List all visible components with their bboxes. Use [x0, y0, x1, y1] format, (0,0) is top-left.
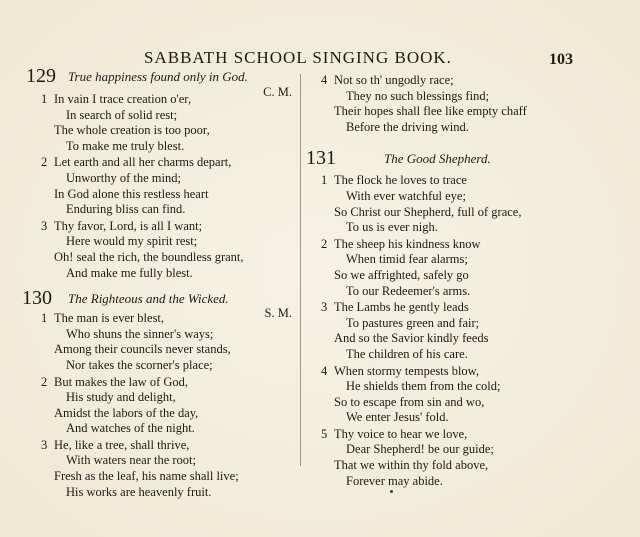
verse-line: [26, 375, 298, 391]
stanza-number: 3: [321, 300, 328, 315]
stanza-number: 1: [321, 173, 328, 188]
hymn-title: True happiness found only in God.: [68, 69, 248, 84]
stanza-number: 4: [321, 73, 328, 87]
hymn-title: The Righteous and the Wicked.: [68, 291, 229, 307]
verse-line: [306, 89, 586, 105]
verse-line: [26, 327, 298, 343]
page-number: 103: [549, 51, 573, 68]
verse-line: [306, 316, 586, 332]
hymn-number: 131: [306, 147, 336, 170]
verse-text: Dear Shepherd! be our guide;: [346, 442, 494, 457]
hymn-meter: S. M.: [264, 306, 292, 321]
stanza: [26, 219, 298, 281]
verse-text: To pastures green and fair;: [346, 315, 480, 330]
verse-line: [26, 390, 298, 406]
verse-line: [26, 92, 298, 108]
verse-line: [306, 284, 586, 300]
verse-text: Before the driving wind.: [346, 119, 469, 134]
verse-line: [306, 104, 586, 120]
verse-text: So Christ our Shepherd, full of grace,: [334, 204, 522, 219]
verse-text: Amidst the labors of the day,: [54, 405, 199, 420]
stanza: [306, 73, 586, 135]
verse-line: [26, 342, 298, 358]
verse-text: Here would my spirit rest;: [66, 234, 198, 249]
verse-text: With ever watchful eye;: [346, 188, 466, 203]
verse-text: And so the Savior kindly feeds: [334, 331, 489, 346]
verse-text: With waters near the root;: [66, 453, 197, 468]
verse-text: Nor takes the scorner's place;: [66, 357, 213, 372]
stanza: [306, 364, 586, 426]
verse-line: [306, 427, 586, 443]
verse-line: [26, 421, 298, 437]
running-header: SABBATH SCHOOL SINGING BOOK.: [144, 48, 452, 67]
verse-line: [26, 139, 298, 155]
verse-line: [306, 268, 586, 284]
verse-text: Fresh as the leaf, his name shall live;: [54, 469, 239, 484]
verse-line: [26, 187, 298, 203]
verse-text: And watches of the night.: [66, 421, 195, 436]
verse-text: We enter Jesus' fold.: [346, 410, 449, 425]
hymn-131: [306, 148, 586, 489]
stanza-number: 1: [41, 92, 48, 106]
verse-text: The sheep his kindness know: [334, 236, 481, 251]
verse-line: [26, 250, 298, 266]
verse-text: To our Redeemer's arms.: [346, 283, 471, 298]
continued-stanza: [306, 73, 586, 135]
verse-text: Oh! seal the rich, the boundless grant,: [54, 249, 244, 264]
verse-line: [26, 266, 298, 282]
stanza: [306, 237, 586, 299]
hymn-title: The Good Shepherd.: [384, 151, 491, 167]
hymn-129: [26, 66, 298, 281]
verse-text: In God alone this restless heart: [54, 186, 209, 201]
verse-line: [306, 73, 586, 89]
verse-text: But makes the law of God,: [54, 374, 189, 389]
verse-line: [26, 108, 298, 124]
stanza-list: [26, 92, 298, 281]
verse-line: [26, 469, 298, 485]
verse-text: In vain I trace creation o'er,: [54, 92, 192, 106]
stanza: [26, 311, 298, 373]
verse-line: [306, 442, 586, 458]
verse-line: [26, 406, 298, 422]
verse-text: To make me truly blest.: [66, 138, 185, 153]
verse-text: The flock he loves to trace: [334, 173, 467, 188]
verse-line: [306, 410, 586, 426]
verse-text: He, like a tree, shall thrive,: [54, 437, 190, 452]
hymn-meter: C. M.: [263, 85, 292, 99]
verse-line: [306, 120, 586, 136]
stanza-list: [306, 173, 586, 489]
hymn-130: [22, 287, 298, 500]
verse-line: [306, 237, 586, 253]
hymn-number: 129: [26, 65, 56, 87]
verse-line: [306, 474, 586, 490]
verse-text: When stormy tempests blow,: [334, 363, 480, 378]
verse-line: [26, 202, 298, 218]
stanza-number: 2: [41, 155, 48, 170]
verse-line: [306, 347, 586, 363]
stanza-number: 5: [321, 426, 328, 441]
verse-text: And make me fully blest.: [66, 265, 193, 280]
verse-line: [306, 220, 586, 236]
stanza: [306, 427, 586, 489]
verse-line: [26, 234, 298, 250]
stanza: [26, 375, 298, 437]
stanza: [26, 155, 298, 217]
verse-line: [26, 485, 298, 501]
verse-line: [306, 300, 586, 316]
verse-text: They no such blessings find;: [346, 88, 490, 103]
verse-line: [26, 438, 298, 454]
verse-line: [306, 252, 586, 268]
printer-mark: [390, 490, 393, 493]
stanza-number: 1: [41, 311, 48, 326]
verse-text: The children of his care.: [346, 346, 468, 361]
stanza-number: 2: [321, 236, 328, 251]
verse-line: [306, 364, 586, 380]
verse-line: [306, 395, 586, 411]
verse-line: [26, 155, 298, 171]
verse-text: So we affrighted, safely go: [334, 267, 469, 282]
verse-line: [306, 205, 586, 221]
verse-text: Not so th' ungodly race;: [334, 73, 454, 87]
right-column: [306, 73, 586, 490]
stanza: [306, 173, 586, 235]
column-divider: [300, 74, 301, 466]
verse-text: Their hopes shall flee like empty chaff: [334, 104, 527, 119]
verse-text: Who shuns the sinner's ways;: [66, 326, 214, 341]
verse-text: The man is ever blest,: [54, 311, 165, 326]
verse-text: Among their councils never stands,: [54, 342, 231, 357]
verse-text: The whole creation is too poor,: [54, 123, 210, 138]
verse-line: [306, 458, 586, 474]
verse-line: [306, 189, 586, 205]
verse-text: The Lambs he gently leads: [334, 300, 469, 315]
stanza-number: 3: [41, 218, 48, 233]
verse-text: Thy voice to hear we love,: [334, 426, 468, 441]
verse-text: Enduring bliss can find.: [66, 202, 186, 217]
verse-text: Forever may abide.: [346, 473, 443, 488]
verse-text: In search of solid rest;: [66, 107, 178, 122]
stanza: [306, 300, 586, 362]
stanza-number: 4: [321, 363, 328, 378]
verse-line: [306, 379, 586, 395]
stanza-number: 3: [41, 437, 48, 452]
verse-text: His study and delight,: [66, 390, 176, 405]
verse-line: [26, 453, 298, 469]
verse-text: That we within thy fold above,: [334, 458, 489, 473]
verse-text: His works are heavenly fruit.: [66, 484, 212, 499]
verse-line: [26, 171, 298, 187]
stanza: [26, 92, 298, 154]
verse-text: To us is ever nigh.: [346, 220, 438, 235]
verse-text: So to escape from sin and wo,: [334, 394, 485, 409]
verse-text: He shields them from the cold;: [346, 379, 501, 394]
verse-line: [306, 331, 586, 347]
hymn-heading: [306, 148, 586, 168]
hymn-number: 130: [22, 287, 52, 310]
stanza: [26, 438, 298, 500]
verse-line: [306, 173, 586, 189]
verse-line: [26, 123, 298, 139]
verse-line: [26, 219, 298, 235]
verse-text: When timid fear alarms;: [346, 252, 468, 267]
verse-text: Let earth and all her charms depart,: [54, 155, 232, 170]
stanza-number: 2: [41, 374, 48, 389]
stanza-list: [26, 311, 298, 500]
verse-text: Thy favor, Lord, is all I want;: [54, 218, 203, 233]
verse-text: Unworthy of the mind;: [66, 170, 181, 185]
left-column: [22, 65, 298, 501]
verse-line: [26, 311, 298, 327]
verse-line: [26, 358, 298, 374]
